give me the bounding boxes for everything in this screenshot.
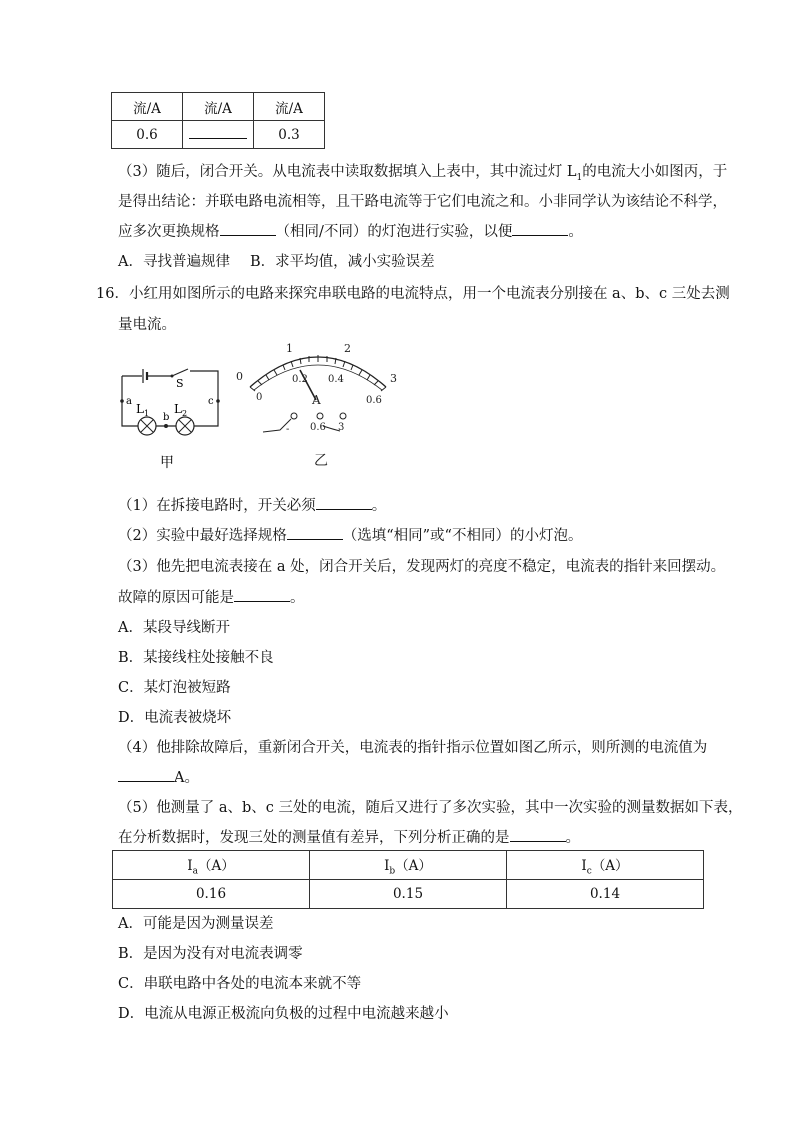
table-cell: 流/A bbox=[254, 93, 325, 121]
q16-5-line-2 bbox=[118, 826, 580, 847]
q15-3-line-2: 是得出结论：并联电路电流相等，且干路电流等于它们电流之和。小非同学认为该结论不科学， bbox=[118, 194, 727, 210]
node-a bbox=[120, 399, 124, 403]
q16-5-option-b[interactable]: B．是因为没有对电流表调零 bbox=[118, 946, 303, 962]
node-b bbox=[164, 424, 168, 428]
table-row bbox=[113, 851, 704, 880]
text: 。 bbox=[290, 590, 305, 606]
text: 在分析数据时，发现三处的测量值有差异，下列分析正确的是 bbox=[118, 830, 510, 846]
answer-blank[interactable] bbox=[189, 137, 247, 139]
terminal-3 bbox=[340, 413, 346, 419]
q16-3-option-c[interactable]: C．某灯泡被短路 bbox=[118, 680, 231, 696]
q16-5-line-1: （5）他测量了 a、b、c 三处的电流，随后又进行了多次实验，其中一次实验的测量数据如下表， bbox=[118, 800, 743, 816]
table-row bbox=[112, 93, 325, 121]
terminal-label: 0.6 bbox=[310, 422, 326, 433]
outer-tick-label: 2 bbox=[344, 342, 351, 355]
q16-3-option-d[interactable]: D．电流表被烧坏 bbox=[118, 710, 232, 726]
text: 的电流大小如图丙，于 bbox=[582, 164, 728, 180]
answer-blank[interactable] bbox=[118, 780, 174, 782]
table-cell: 0.15 bbox=[310, 880, 507, 909]
text: 。 bbox=[565, 830, 580, 846]
switch-lever bbox=[172, 369, 188, 376]
text: 。 bbox=[568, 224, 583, 240]
table-cell-blank bbox=[183, 121, 254, 149]
inner-tick-label: 0.2 bbox=[292, 374, 308, 385]
figure-caption-jia: 甲 bbox=[160, 455, 174, 471]
q16-3-line-2 bbox=[118, 586, 305, 607]
q15-3-line-3 bbox=[118, 220, 583, 241]
outer-tick-label: 3 bbox=[390, 372, 397, 385]
q15-3-line-1 bbox=[118, 160, 727, 183]
q16-4-line-2 bbox=[118, 766, 199, 787]
table-cell: 0.16 bbox=[113, 880, 310, 909]
text: 故障的原因可能是 bbox=[118, 590, 234, 606]
q16-5-option-d[interactable]: D．电流从电源正极流向负极的过程中电流越来越小 bbox=[118, 1006, 449, 1022]
answer-blank[interactable] bbox=[316, 508, 372, 510]
inner-tick-label: 0.4 bbox=[328, 374, 344, 385]
data-table-1 bbox=[111, 92, 325, 149]
ammeter-diagram-yi bbox=[228, 332, 408, 472]
table-cell: 0.14 bbox=[507, 880, 704, 909]
q16-3-line-1: （3）他先把电流表接在 a 处，闭合开关后，发现两灯的亮度不稳定，电流表的指针来回摆动。 bbox=[118, 559, 726, 575]
table-cell: 流/A bbox=[183, 93, 254, 121]
circuit-diagram-jia bbox=[110, 360, 230, 475]
q15-3-option-b[interactable]: B．求平均值，减小实验误差 bbox=[250, 254, 435, 270]
table-header-ic: $I_c(A)$ bbox=[507, 851, 704, 880]
inner-tick-label: 0.6 bbox=[366, 395, 382, 406]
answer-blank[interactable] bbox=[287, 538, 343, 540]
inner-tick-label: 0 bbox=[256, 392, 263, 403]
q16-3-option-b[interactable]: B．某接线柱处接触不良 bbox=[118, 650, 274, 666]
q16-4-line-1: （4）他排除故障后，重新闭合开关，电流表的指针指示位置如图乙所示，则所测的电流值为 bbox=[118, 740, 708, 756]
lamp-l2-icon bbox=[176, 417, 194, 435]
text: （1）在拆接电路时，开关必须 bbox=[118, 498, 316, 514]
text: （3）随后，闭合开关。从电流表中读取数据填入上表中，其中流过灯 L bbox=[118, 164, 577, 180]
switch-pivot bbox=[171, 375, 174, 378]
figure-caption-yi: 乙 bbox=[314, 453, 328, 469]
table-header-ia: $I_a(A)$ bbox=[113, 851, 310, 880]
unit-label: A bbox=[312, 393, 321, 407]
q16-5-option-c[interactable]: C．串联电路中各处的电流本来就不等 bbox=[118, 976, 362, 992]
terminal-label: 3 bbox=[338, 422, 345, 433]
lamp-l1-label: $L_1$ bbox=[136, 402, 150, 418]
point-c-label: c bbox=[208, 396, 214, 407]
answer-blank[interactable] bbox=[234, 600, 290, 602]
switch-label: S bbox=[176, 377, 184, 390]
table-cell: 流/A bbox=[112, 93, 183, 121]
q16-stem-line-1: 16．小红用如图所示的电路来探究串联电路的电流特点，用一个电流表分别接在 a、b、c 三处去测 bbox=[96, 286, 730, 302]
data-table-2 bbox=[112, 850, 704, 909]
point-b-label: b bbox=[163, 412, 170, 423]
text: （相同/不同）的灯泡进行实验，以便 bbox=[275, 224, 513, 240]
table-row bbox=[112, 121, 325, 149]
answer-blank[interactable] bbox=[510, 840, 566, 842]
text: （选填“相同”或“不相同）的小灯泡。 bbox=[342, 528, 583, 544]
text: A。 bbox=[174, 770, 199, 786]
text: 应多次更换规格 bbox=[118, 224, 220, 240]
outer-tick-label: 1 bbox=[286, 342, 293, 355]
table-row bbox=[113, 880, 704, 909]
dial-ticks bbox=[250, 355, 386, 391]
terminal-0-6 bbox=[317, 413, 323, 419]
q16-1 bbox=[118, 494, 386, 515]
q16-3-option-a[interactable]: A．某段导线断开 bbox=[118, 620, 230, 636]
q16-5-option-a[interactable]: A．可能是因为测量误差 bbox=[118, 916, 274, 932]
q15-3-option-a[interactable]: A．寻找普遍规律 bbox=[118, 254, 230, 270]
subscript: 1 bbox=[576, 172, 583, 183]
table-header-ib: $I_b(A)$ bbox=[310, 851, 507, 880]
dial-inner-arc bbox=[254, 365, 382, 390]
outer-tick-label: 0 bbox=[236, 370, 243, 383]
table-cell: 0.6 bbox=[112, 121, 183, 149]
q16-2 bbox=[118, 524, 582, 545]
text: 。 bbox=[371, 498, 387, 514]
node-c bbox=[216, 399, 220, 403]
answer-blank[interactable] bbox=[220, 234, 276, 236]
terminal-label: - bbox=[286, 424, 290, 435]
lamp-l2-label: $L_2$ bbox=[174, 402, 188, 418]
text: （2）实验中最好选择规格 bbox=[118, 528, 287, 544]
table-cell: 0.3 bbox=[254, 121, 325, 149]
terminal-negative bbox=[291, 413, 297, 419]
q16-stem-line-2: 量电流。 bbox=[118, 317, 176, 333]
point-a-label: a bbox=[126, 396, 132, 407]
answer-blank[interactable] bbox=[512, 234, 568, 236]
lamp-l1-icon bbox=[138, 417, 156, 435]
